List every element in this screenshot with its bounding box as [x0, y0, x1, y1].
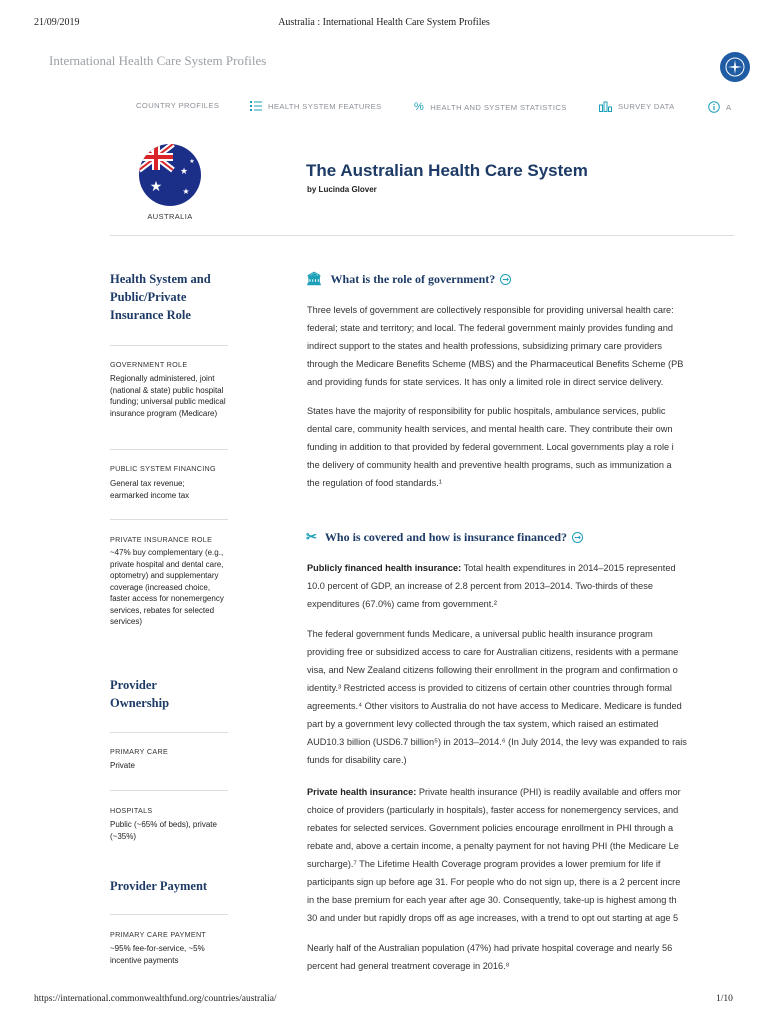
page-number: 1/10 — [716, 994, 733, 1004]
paragraph-coverage-public — [307, 559, 733, 613]
paragraph-government-2: States have the majority of responsibility for public hospitals, ambulance services, public dental care, community health services, and mental health care. They contribute their own funding in addition to that provided by federal government. Local governments play a role i the delivery of community health and preventive health programs, such as immunization a the regulation of food standards.¹ — [307, 406, 674, 488]
paragraph-coverage-private — [307, 783, 733, 927]
byline: by Lucinda Glover — [307, 185, 377, 194]
paragraph-body: Total health expenditures in 2014–2015 represented 10.0 percent of GDP, an increase of 2.8 percent from 2013–2014. Two-thirds of these expenditures (67.0%) came from government.² — [307, 563, 676, 609]
nav-label: A — [726, 102, 732, 112]
sidebar-label-hospitals: HOSPITALS — [110, 806, 153, 815]
nav-survey-data[interactable] — [599, 101, 675, 112]
government-building-icon: 🏛 — [306, 271, 323, 286]
nav-label: SURVEY DATA — [618, 102, 675, 111]
section-heading-coverage[interactable] — [306, 529, 583, 545]
page-title: The Australian Health Care System — [306, 161, 588, 180]
paragraph-coverage-medicare: The federal government funds Medicare, a universal public health insurance program providing free or subsidized access to care for Australian citizens, residents with a permane visa, and New Zealand citizens following their enrollment in the program and confirmation o identity.³ Restricted access is provided to citizens of certain other countries through formal agreements.⁴ Other visitors to Australia do not have access to Medicare. Medicare is funded part by a government levy collected through the tax system, which raised an estimated AUD10.3 billion (USD6.7 billion⁵) in 2013–2014.⁶ (In July 2014, the levy was expanded to rais funds for disability care.) — [307, 629, 687, 765]
sidebar-label-public-financing: PUBLIC SYSTEM FINANCING — [110, 464, 216, 473]
sidebar-value-hospitals: Public (~65% of beds), private (~35%) — [110, 820, 217, 841]
paragraph-coverage-stats: Nearly half of the Australian population (47%) had private hospital coverage and nearly 56 percent had general treatment coverage in 2016.⁸ — [307, 943, 673, 971]
print-title: Australia : International Health Care System Profiles — [278, 17, 490, 28]
svg-text:★: ★ — [189, 158, 195, 165]
nav-about[interactable] — [708, 101, 731, 113]
sidebar-heading-provider-payment: Provider Payment — [110, 879, 208, 893]
paragraph-lead: Private health insurance: — [307, 787, 417, 797]
sidebar-label-private-insurance: PRIVATE INSURANCE ROLE — [110, 535, 213, 544]
sidebar-value-primary-care-payment: ~95% fee-for-service, ~5% incentive payments — [110, 944, 205, 965]
section-heading-text: Who is covered and how is insurance financed? — [324, 529, 568, 544]
sidebar-label-primary-care: PRIMARY CARE — [110, 747, 169, 756]
bar-chart-icon — [599, 101, 612, 112]
sidebar-divider — [110, 790, 228, 791]
nav-label: COUNTRY PROFILES — [136, 101, 220, 110]
sidebar-value-primary-care: Private — [110, 761, 135, 770]
svg-text:★: ★ — [182, 187, 190, 196]
tools-icon: ✂ — [306, 529, 317, 544]
list-icon — [250, 101, 262, 111]
arrow-right-circle-icon: → — [500, 274, 511, 285]
country-label: AUSTRALIA — [147, 212, 193, 221]
paragraph-body: Private health insurance (PHI) is readily available and offers mor choice of providers (particularly in hospitals), faster access for nonemergency services, and rebates for selected services. Government policies encourage enrollment in PHI through a rebate and, above a certain income, a penalty payment for not having PHI (the Medicare Le surcharge).⁷ The Lifetime Health Coverage program provides a lower premium for life if participants sign up before age 31. For people who do not sign up, there is a 2 percent incre in the base premium for each year after age 30. Consequently, take-up is highest among th 30 and under but rapidly drops off as age increases, with a trend to opt out starting at age 5 — [307, 787, 681, 923]
section-heading-text: What is the role of government? — [330, 271, 496, 286]
percent-icon: % — [414, 101, 425, 113]
sidebar-value-private-insurance: ~47% buy complementary (e.g., private hospital and dental care, optometry) and supplementary coverage (increased choice, faster access for nonemergency services, rebates for selected services) — [110, 548, 224, 626]
info-icon — [708, 101, 720, 113]
sidebar-heading-insurance-role: Health System and Public/Private Insurance Role — [110, 272, 211, 322]
sidebar-divider — [110, 519, 228, 520]
nav-label: HEALTH AND SYSTEM STATISTICS — [430, 102, 567, 112]
sidebar-divider — [110, 345, 228, 346]
footer-url: https://international.commonwealthfund.org/countries/australia/ — [34, 994, 277, 1004]
sidebar-value-government-role: Regionally administered, joint (national & state) public hospital funding; universal public medical insurance program (Medicare) — [110, 374, 226, 418]
svg-text:★: ★ — [179, 167, 189, 177]
print-date: 21/09/2019 — [34, 17, 80, 28]
site-title-link[interactable]: International Health Care System Profiles — [49, 53, 267, 68]
paragraph-government-1: Three levels of government are collectively responsible for providing universal health care: federal; state and territory; and local. The federal government mainly provides funding and indirect support to the states and health professions, subsidizing primary care providers through the Medicare Benefits Scheme (MBS) and the Pharmaceutical Benefits Scheme (PB and providing funds for state services. It has only a limited role in direct service delivery. — [307, 305, 684, 387]
sidebar-divider — [110, 914, 228, 915]
australia-flag-icon — [139, 144, 201, 206]
divider — [110, 235, 734, 236]
sidebar-value-public-financing: General tax revenue; earmarked income tax — [110, 479, 190, 500]
nav-label: HEALTH SYSTEM FEATURES — [268, 101, 382, 111]
sidebar-divider — [110, 449, 228, 450]
arrow-right-circle-icon: → — [572, 532, 583, 543]
sidebar-heading-provider-ownership: Provider Ownership — [110, 678, 170, 710]
section-heading-government-role[interactable] — [306, 271, 511, 287]
sidebar-divider — [110, 732, 228, 733]
svg-text:★: ★ — [149, 179, 163, 195]
nav-health-and-system-statistics[interactable] — [414, 101, 567, 113]
paragraph-lead: Publicly financed health insurance: — [307, 563, 462, 573]
nav-health-system-features[interactable] — [250, 101, 382, 111]
sidebar-label-government-role: GOVERNMENT ROLE — [110, 360, 188, 369]
nav-country-profiles[interactable] — [136, 101, 219, 110]
sidebar-label-primary-care-payment: PRIMARY CARE PAYMENT — [110, 930, 207, 939]
commonwealth-fund-logo-icon[interactable] — [720, 52, 750, 82]
